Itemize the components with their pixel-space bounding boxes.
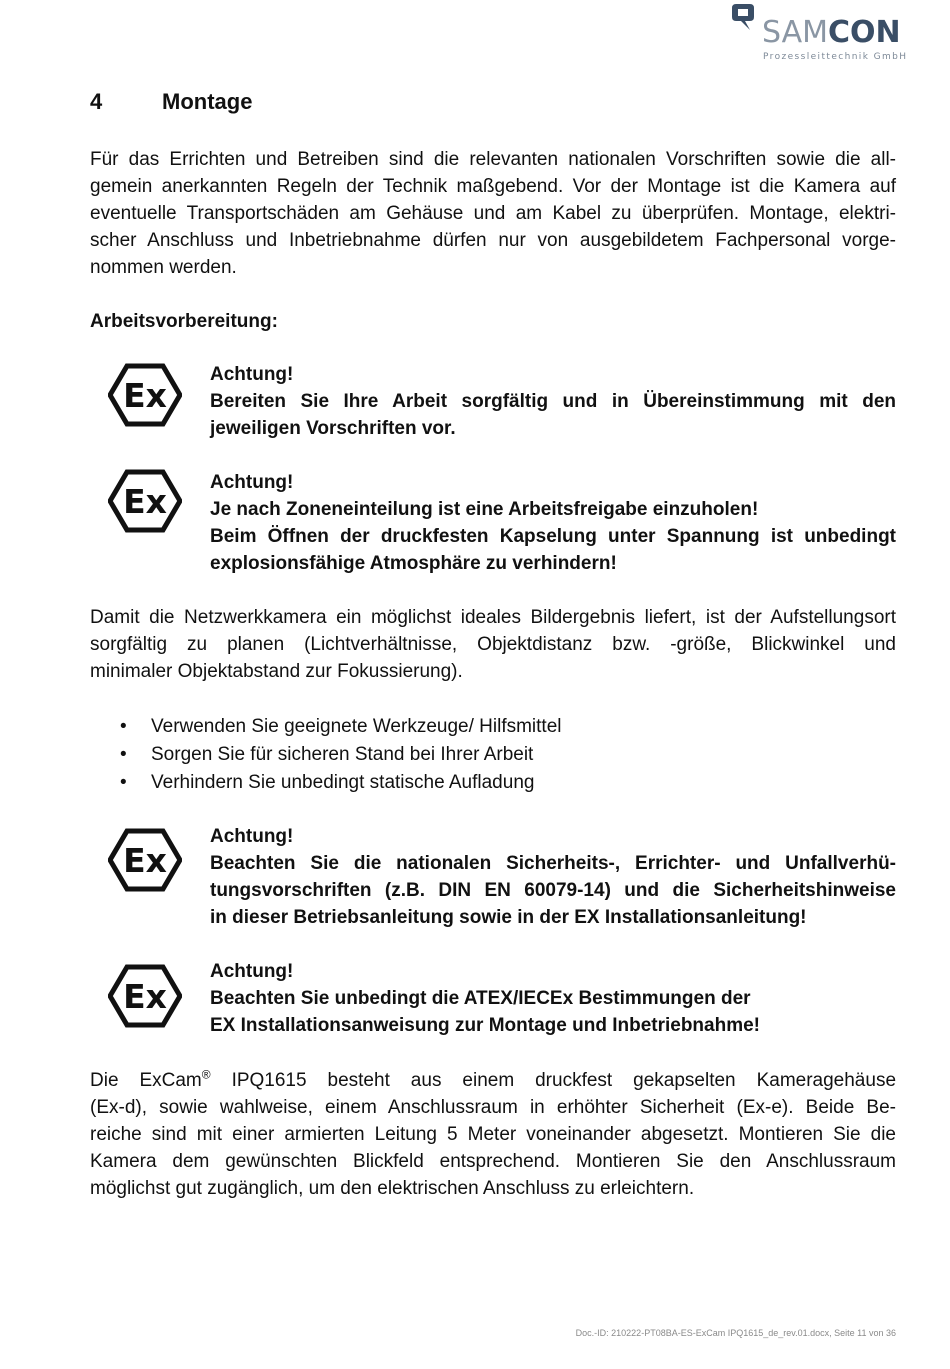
camera-line: Damit die Netzwerkkamera ein möglichst ideales Bildergebnis liefert, ist der Aufstellungsort [90,607,896,628]
warning-line: EX Installationsanweisung zur Montage und Inbetriebnahme! [210,1015,760,1036]
list-item-text: Verwenden Sie geeignete Werkzeuge/ Hilfsmittel [151,716,562,737]
closing-line: reiche sind mit einer armierten Leitung 5 Meter voneinander abgesetzt. Montieren Sie die [90,1124,896,1145]
preparation-subheading: Arbeitsvorbereitung: [90,311,278,332]
ex-label: Ex [123,482,167,521]
warning-line: Beachten Sie unbedingt die ATEX/IECEx Bestimmungen der [210,988,751,1009]
intro-paragraph [90,146,896,281]
warning-line: Beachten Sie die nationalen Sicherheits-, Errichter- und Unfallverhü- [210,853,896,874]
intro-line: Für das Errichten und Betreiben sind die relevanten nationalen Vorschriften sowie die all- [90,149,896,170]
warning-block-4 [210,958,896,1039]
warning-title: Achtung! [210,364,294,385]
registered-mark: ® [201,1067,211,1082]
logo-brand-bold: CON [828,15,901,50]
ex-label: Ex [123,841,167,880]
list-item [90,713,562,741]
intro-line: scher Anschluss und Inbetriebnahme dürfen nur von ausgebildetem Fachpersonal vorge- [90,230,896,251]
closing-line-rest: IPQ1615 besteht aus einem druckfest gekapselten Kameragehäuse [210,1070,897,1091]
camera-line: sorgfältig zu planen (Lichtverhältnisse, Objektdistanz bzw. -größe, Blickwinkel und [90,634,896,655]
list-item-text: Sorgen Sie für sicheren Stand bei Ihrer Arbeit [151,744,534,765]
section-heading [90,88,252,116]
closing-line: Kamera dem gewünschten Blickfeld entsprechend. Montieren Sie den Anschlussraum [90,1151,896,1172]
camera-paragraph [90,604,896,685]
logo-wordmark [762,16,901,50]
list-item [90,769,562,797]
ex-label: Ex [123,376,167,415]
section-title: Montage [162,89,253,114]
warning-block-3 [210,823,896,931]
ex-warning-icon [108,964,182,1028]
closing-paragraph [90,1067,896,1202]
intro-line: gemein anerkannten Regeln der Technik maßgebend. Vor der Montage ist die Kamera auf [90,176,896,197]
warning-line: tungsvorschriften (z.B. DIN EN 60079-14) und die Sicherheitshinweise [210,880,896,901]
warning-line: explosionsfähige Atmosphäre zu verhindern! [210,553,617,574]
samcon-logo [732,2,908,64]
list-item-text: Verhindern Sie unbedingt statische Aufladung [151,772,535,793]
section-number: 4 [90,89,103,114]
closing-line [90,1067,896,1094]
warning-line: in dieser Betriebsanleitung sowie in der EX Installationsanleitung! [210,907,807,928]
bullet-list [90,713,562,797]
warning-line: Bereiten Sie Ihre Arbeit sorgfältig und in Übereinstimmung mit den [210,391,896,412]
logo-brand-light: SAM [762,15,829,50]
closing-line: möglichst gut zugänglich, um den elektrischen Anschluss zu erleichtern. [90,1178,695,1199]
warning-block-2 [210,469,896,577]
ex-label: Ex [123,977,167,1016]
warning-title: Achtung! [210,961,294,982]
intro-line: eventuelle Transportschäden am Gehäuse und am Kabel zu überprüfen. Montage, elektri- [90,203,896,224]
warning-title: Achtung! [210,472,294,493]
logo-subtitle: Prozessleittechnik GmbH [763,52,908,62]
document-footer: Doc.-ID: 210222-PT08BA-ES-ExCam IPQ1615_de_rev.01.docx, Seite 11 von 36 [575,1328,896,1338]
warning-line: jeweiligen Vorschriften vor. [210,418,456,439]
intro-line: nommen werden. [90,257,237,278]
bullet-marker: • [120,716,127,737]
ex-warning-icon [108,828,182,892]
bullet-marker: • [120,772,127,793]
closing-line: (Ex-d), sowie wahlweise, einem Anschlussraum in erhöhter Sicherheit (Ex-e). Beide Be- [90,1097,896,1118]
ex-warning-icon [108,363,182,427]
warning-title: Achtung! [210,826,294,847]
warning-block-1 [210,361,896,442]
ex-warning-icon [108,469,182,533]
closing-product-name: Die ExCam [90,1070,202,1091]
bullet-marker: • [120,744,127,765]
camera-line: minimaler Objektabstand zur Fokussierung). [90,661,463,682]
samcon-logo-mark-icon [732,2,760,36]
list-item [90,741,562,769]
warning-line: Je nach Zoneneinteilung ist eine Arbeitsfreigabe einzuholen! [210,499,759,520]
warning-line: Beim Öffnen der druckfesten Kapselung unter Spannung ist unbedingt [210,526,896,547]
